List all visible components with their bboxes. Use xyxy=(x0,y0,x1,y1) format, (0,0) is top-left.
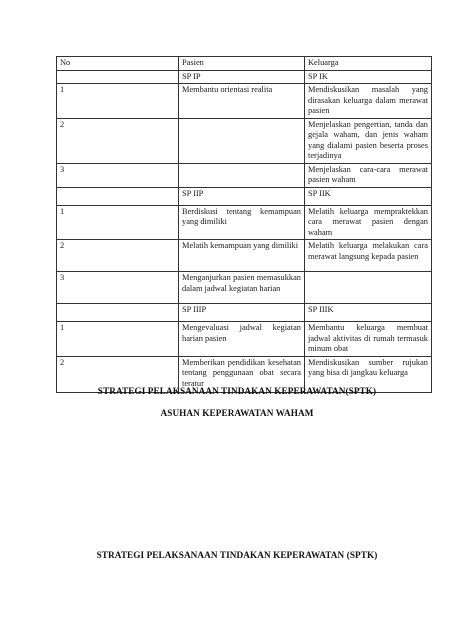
sp-pasien-label: SP IIIP xyxy=(179,304,305,322)
table-row xyxy=(57,240,432,272)
sp-keluarga-label: SP IIK xyxy=(305,187,432,205)
table-row xyxy=(57,322,432,357)
pasien-cell: Melatih kemampuan yang dimiliki xyxy=(179,240,305,272)
pasien-cell: Membantu orientasi realita xyxy=(179,84,305,119)
keluarga-cell: Melatih keluarga mempraktekkan cara merawat pasien dengan waham xyxy=(305,205,432,240)
row-number: 1 xyxy=(57,84,179,119)
sptk-title: STRATEGI PELAKSANAAN TINDAKAN KEPERAWATAN(SPTK) xyxy=(97,386,377,396)
keluarga-cell xyxy=(305,272,432,304)
sptk-table xyxy=(56,56,432,393)
pasien-cell xyxy=(179,118,305,163)
sp-pasien-label: SP IIP xyxy=(179,187,305,205)
askep-title: ASUHAN KEPERAWATAN WAHAM xyxy=(160,408,314,418)
sp-keluarga-label: SP IIIK xyxy=(305,304,432,322)
pasien-cell: Menganjurkan pasien memasukkan dalam jadwal kegiatan harian xyxy=(179,272,305,304)
table-header-row xyxy=(57,57,432,71)
row-number: 3 xyxy=(57,163,179,187)
header-keluarga: Keluarga xyxy=(305,57,432,71)
section-header-row xyxy=(57,70,432,84)
pasien-cell xyxy=(179,163,305,187)
keluarga-cell: Membantu keluarga membuat jadwal aktivitas di rumah termasuk minum obat xyxy=(305,322,432,357)
sptk-title-repeat: STRATEGI PELAKSANAAN TINDAKAN KEPERAWATAN (SPTK) xyxy=(96,550,378,560)
section-header-row xyxy=(57,187,432,205)
row-number: 1 xyxy=(57,205,179,240)
row-number: 2 xyxy=(57,356,179,392)
row-number: 2 xyxy=(57,118,179,163)
table-row xyxy=(57,163,432,187)
section-header-row xyxy=(57,304,432,322)
sp-pasien-label: SP IP xyxy=(179,70,305,84)
keluarga-cell: Mendiskusikan sumber rujukan yang bisa di jangkau keluarga xyxy=(305,356,432,392)
table-row xyxy=(57,205,432,240)
pasien-cell: Memberikan pendidikan kesehatan tentang penggunaan obat secara teratur xyxy=(179,356,305,392)
row-number: 3 xyxy=(57,272,179,304)
table-row xyxy=(57,272,432,304)
header-no: No xyxy=(57,57,179,71)
row-number: 2 xyxy=(57,240,179,272)
keluarga-cell: Menjelaskan cara-cara merawat pasien waham xyxy=(305,163,432,187)
header-pasien: Pasien xyxy=(179,57,305,71)
row-number: 1 xyxy=(57,322,179,357)
keluarga-cell: Menjelaskan pengertian, tanda dan gejala waham, dan jenis waham yang dialami pasien beserta proses terjadinya xyxy=(305,118,432,163)
keluarga-cell: Mendiskusikan masalah yang dirasakan keluarga dalam merawat pasien xyxy=(305,84,432,119)
pasien-cell: Mengevaluasi jadwal kegiatan harian pasien xyxy=(179,322,305,357)
sp-keluarga-label: SP IK xyxy=(305,70,432,84)
table-row xyxy=(57,84,432,119)
pasien-cell: Berdiskusi tentang kemampuan yang dimiliki xyxy=(179,205,305,240)
table-row xyxy=(57,118,432,163)
keluarga-cell: Melatih keluarga melakukan cara merawat langsung kepada pasien xyxy=(305,240,432,272)
